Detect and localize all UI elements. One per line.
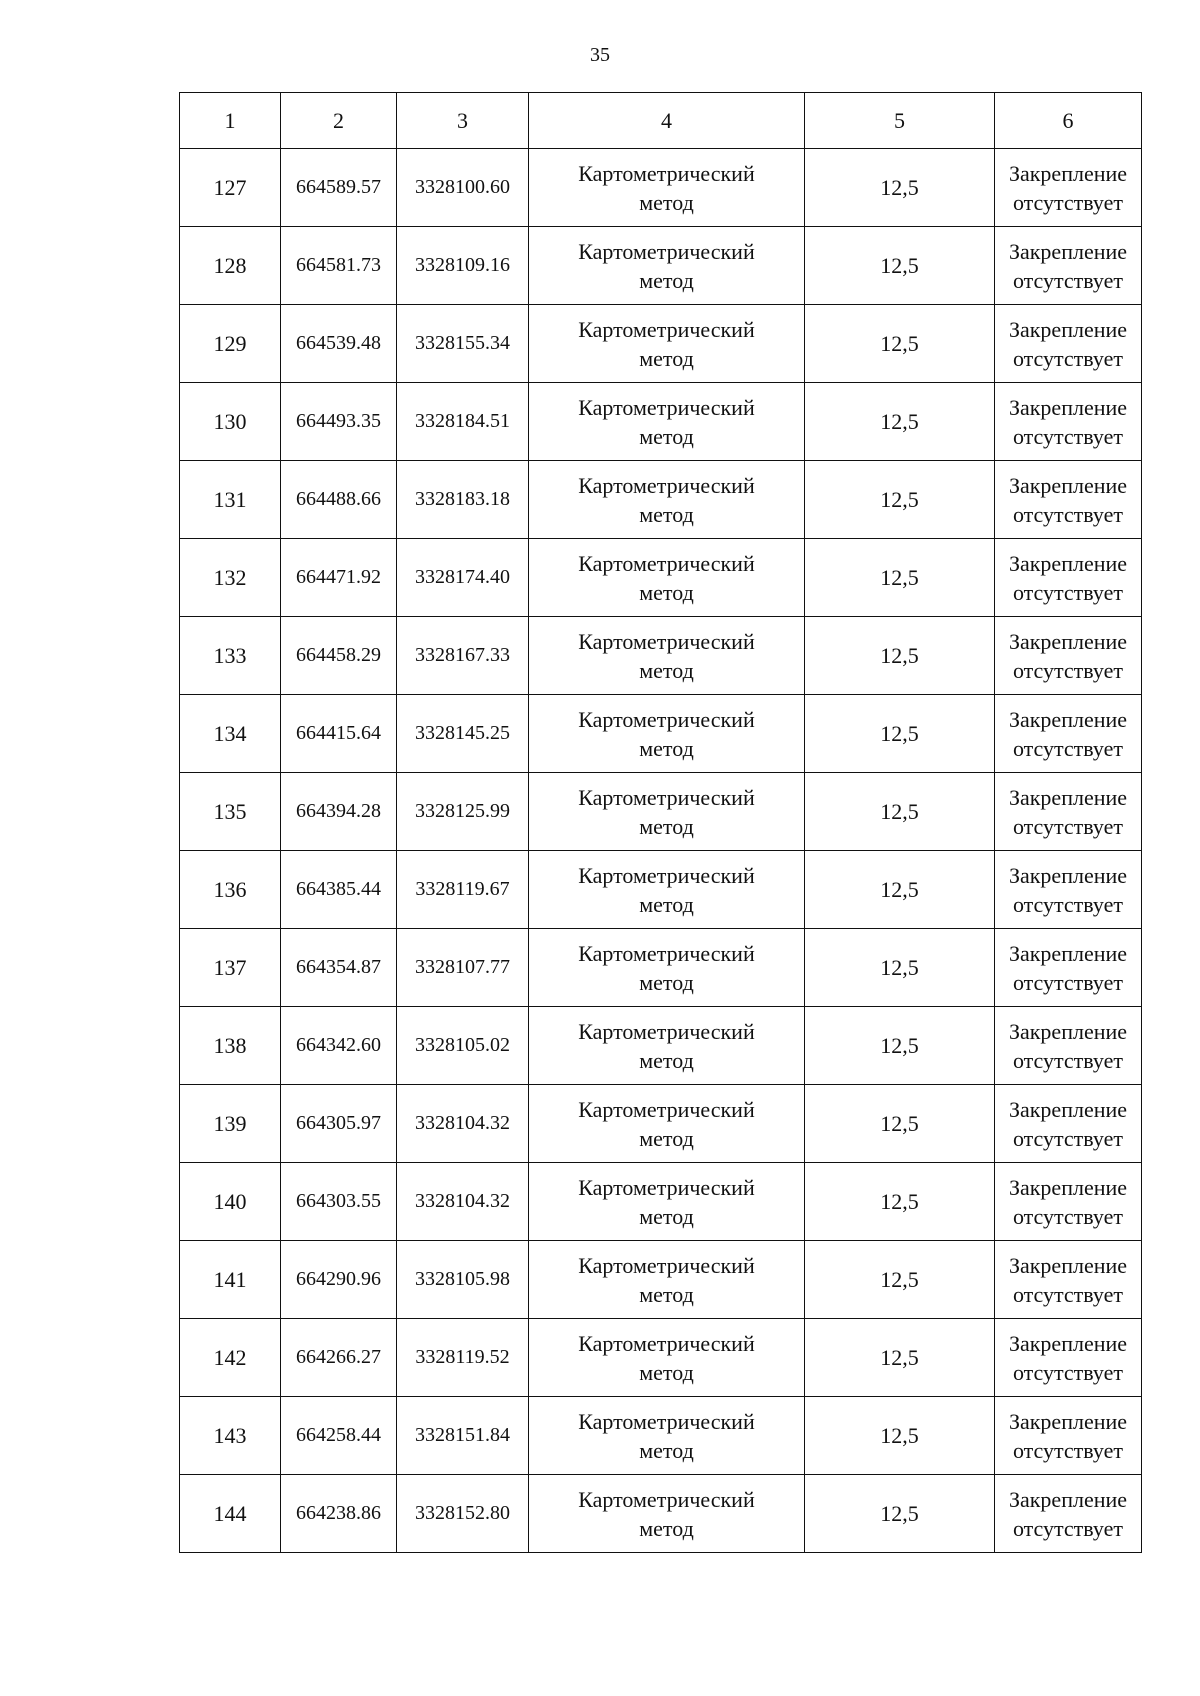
y-coordinate-cell: 3328151.84	[397, 1397, 529, 1475]
fixing-line-1: Закрепление	[1008, 550, 1128, 576]
method-line-2: метод	[639, 891, 694, 917]
accuracy-cell: 12,5	[805, 929, 995, 1007]
method-line-1: Картометрический	[578, 1018, 755, 1044]
coordinates-table	[179, 92, 1142, 1553]
fixing-cell	[995, 929, 1142, 1007]
table-row	[180, 1475, 1142, 1553]
method-line-2: метод	[639, 735, 694, 761]
fixing-line-1: Закрепление	[1008, 1408, 1128, 1434]
point-number-cell: 129	[180, 305, 281, 383]
accuracy-cell: 12,5	[805, 1397, 995, 1475]
fixing-cell	[995, 539, 1142, 617]
point-number-cell: 144	[180, 1475, 281, 1553]
table-row	[180, 383, 1142, 461]
table-row	[180, 773, 1142, 851]
fixing-line-1: Закрепление	[1008, 940, 1128, 966]
method-line-1: Картометрический	[578, 1096, 755, 1122]
fixing-line-1: Закрепление	[1008, 1486, 1128, 1512]
method-line-1: Картометрический	[578, 1330, 755, 1356]
x-coordinate-cell: 664394.28	[281, 773, 397, 851]
fixing-cell	[995, 383, 1142, 461]
accuracy-cell: 12,5	[805, 1319, 995, 1397]
method-line-2: метод	[639, 1281, 694, 1307]
y-coordinate-cell: 3328100.60	[397, 149, 529, 227]
fixing-line-1: Закрепление	[1008, 862, 1128, 888]
table-row	[180, 1085, 1142, 1163]
fixing-cell	[995, 1475, 1142, 1553]
y-coordinate-cell: 3328119.52	[397, 1319, 529, 1397]
table-row	[180, 929, 1142, 1007]
table-row	[180, 1163, 1142, 1241]
fixing-line-1: Закрепление	[1008, 628, 1128, 654]
point-number-cell: 130	[180, 383, 281, 461]
fixing-line-1: Закрепление	[1008, 394, 1128, 420]
method-cell	[529, 695, 805, 773]
fixing-line-2: отсутствует	[1012, 1125, 1124, 1151]
x-coordinate-cell: 664258.44	[281, 1397, 397, 1475]
point-number-cell: 143	[180, 1397, 281, 1475]
table-row	[180, 1007, 1142, 1085]
point-number-cell: 140	[180, 1163, 281, 1241]
accuracy-cell: 12,5	[805, 1241, 995, 1319]
fixing-line-1: Закрепление	[1008, 1096, 1128, 1122]
method-line-2: метод	[639, 345, 694, 371]
method-line-1: Картометрический	[578, 394, 755, 420]
fixing-cell	[995, 1241, 1142, 1319]
method-line-2: метод	[639, 1359, 694, 1385]
y-coordinate-cell: 3328104.32	[397, 1163, 529, 1241]
fixing-cell	[995, 1007, 1142, 1085]
accuracy-cell: 12,5	[805, 1163, 995, 1241]
x-coordinate-cell: 664589.57	[281, 149, 397, 227]
fixing-line-1: Закрепление	[1008, 1330, 1128, 1356]
fixing-line-1: Закрепление	[1008, 238, 1128, 264]
x-coordinate-cell: 664581.73	[281, 227, 397, 305]
method-line-2: метод	[639, 189, 694, 215]
header-row	[180, 93, 1142, 149]
table-row	[180, 539, 1142, 617]
fixing-line-2: отсутствует	[1012, 1359, 1124, 1385]
point-number-cell: 137	[180, 929, 281, 1007]
y-coordinate-cell: 3328155.34	[397, 305, 529, 383]
method-line-2: метод	[639, 1047, 694, 1073]
fixing-cell	[995, 1163, 1142, 1241]
fixing-line-2: отсутствует	[1012, 1047, 1124, 1073]
point-number-cell: 142	[180, 1319, 281, 1397]
y-coordinate-cell: 3328167.33	[397, 617, 529, 695]
method-line-1: Картометрический	[578, 862, 755, 888]
fixing-line-2: отсутствует	[1012, 891, 1124, 917]
fixing-cell	[995, 851, 1142, 929]
method-line-2: метод	[639, 579, 694, 605]
method-line-1: Картометрический	[578, 1174, 755, 1200]
x-coordinate-cell: 664415.64	[281, 695, 397, 773]
y-coordinate-cell: 3328145.25	[397, 695, 529, 773]
fixing-line-2: отсутствует	[1012, 1515, 1124, 1541]
x-coordinate-cell: 664342.60	[281, 1007, 397, 1085]
fixing-line-2: отсутствует	[1012, 345, 1124, 371]
table-row	[180, 1241, 1142, 1319]
method-line-2: метод	[639, 969, 694, 995]
fixing-line-1: Закрепление	[1008, 160, 1128, 186]
method-line-1: Картометрический	[578, 316, 755, 342]
x-coordinate-cell: 664238.86	[281, 1475, 397, 1553]
fixing-cell	[995, 617, 1142, 695]
point-number-cell: 138	[180, 1007, 281, 1085]
accuracy-cell: 12,5	[805, 1085, 995, 1163]
table-row	[180, 695, 1142, 773]
method-cell	[529, 305, 805, 383]
point-number-cell: 141	[180, 1241, 281, 1319]
method-cell	[529, 227, 805, 305]
method-cell	[529, 539, 805, 617]
method-line-1: Картометрический	[578, 1486, 755, 1512]
method-line-2: метод	[639, 813, 694, 839]
accuracy-cell: 12,5	[805, 383, 995, 461]
fixing-cell	[995, 227, 1142, 305]
accuracy-cell: 12,5	[805, 1007, 995, 1085]
accuracy-cell: 12,5	[805, 305, 995, 383]
fixing-line-2: отсутствует	[1012, 813, 1124, 839]
fixing-line-1: Закрепление	[1008, 472, 1128, 498]
y-coordinate-cell: 3328119.67	[397, 851, 529, 929]
fixing-line-2: отсутствует	[1012, 579, 1124, 605]
method-line-1: Картометрический	[578, 628, 755, 654]
accuracy-cell: 12,5	[805, 773, 995, 851]
accuracy-cell: 12,5	[805, 851, 995, 929]
fixing-line-1: Закрепление	[1008, 706, 1128, 732]
column-header-1: 1	[180, 93, 281, 149]
method-line-2: метод	[639, 1203, 694, 1229]
x-coordinate-cell: 664266.27	[281, 1319, 397, 1397]
table-row	[180, 851, 1142, 929]
fixing-cell	[995, 461, 1142, 539]
table-row	[180, 1319, 1142, 1397]
y-coordinate-cell: 3328152.80	[397, 1475, 529, 1553]
fixing-line-2: отсутствует	[1012, 267, 1124, 293]
method-cell	[529, 1241, 805, 1319]
table-row	[180, 149, 1142, 227]
method-cell	[529, 1475, 805, 1553]
fixing-line-1: Закрепление	[1008, 784, 1128, 810]
x-coordinate-cell: 664290.96	[281, 1241, 397, 1319]
table-row	[180, 227, 1142, 305]
column-header-3: 3	[397, 93, 529, 149]
method-line-2: метод	[639, 501, 694, 527]
x-coordinate-cell: 664471.92	[281, 539, 397, 617]
method-cell	[529, 773, 805, 851]
fixing-line-1: Закрепление	[1008, 1018, 1128, 1044]
point-number-cell: 134	[180, 695, 281, 773]
method-line-1: Картометрический	[578, 1408, 755, 1434]
x-coordinate-cell: 664458.29	[281, 617, 397, 695]
method-line-1: Картометрический	[578, 706, 755, 732]
method-cell	[529, 461, 805, 539]
method-line-1: Картометрический	[578, 940, 755, 966]
accuracy-cell: 12,5	[805, 461, 995, 539]
fixing-line-2: отсутствует	[1012, 1437, 1124, 1463]
fixing-line-1: Закрепление	[1008, 1252, 1128, 1278]
y-coordinate-cell: 3328183.18	[397, 461, 529, 539]
fixing-line-2: отсутствует	[1012, 501, 1124, 527]
x-coordinate-cell: 664305.97	[281, 1085, 397, 1163]
method-line-2: метод	[639, 1125, 694, 1151]
fixing-line-2: отсутствует	[1012, 657, 1124, 683]
point-number-cell: 139	[180, 1085, 281, 1163]
point-number-cell: 127	[180, 149, 281, 227]
y-coordinate-cell: 3328105.02	[397, 1007, 529, 1085]
table-row	[180, 305, 1142, 383]
fixing-cell	[995, 305, 1142, 383]
fixing-cell	[995, 773, 1142, 851]
fixing-line-2: отсутствует	[1012, 1203, 1124, 1229]
column-header-6: 6	[995, 93, 1142, 149]
y-coordinate-cell: 3328105.98	[397, 1241, 529, 1319]
accuracy-cell: 12,5	[805, 539, 995, 617]
method-cell	[529, 383, 805, 461]
y-coordinate-cell: 3328107.77	[397, 929, 529, 1007]
accuracy-cell: 12,5	[805, 1475, 995, 1553]
method-line-2: метод	[639, 1437, 694, 1463]
fixing-line-2: отсутствует	[1012, 1281, 1124, 1307]
table-row	[180, 617, 1142, 695]
point-number-cell: 133	[180, 617, 281, 695]
fixing-line-2: отсутствует	[1012, 969, 1124, 995]
x-coordinate-cell: 664303.55	[281, 1163, 397, 1241]
fixing-line-2: отсутствует	[1012, 735, 1124, 761]
y-coordinate-cell: 3328104.32	[397, 1085, 529, 1163]
y-coordinate-cell: 3328184.51	[397, 383, 529, 461]
x-coordinate-cell: 664493.35	[281, 383, 397, 461]
table-row	[180, 461, 1142, 539]
point-number-cell: 135	[180, 773, 281, 851]
y-coordinate-cell: 3328109.16	[397, 227, 529, 305]
page-number: 35	[590, 44, 610, 66]
fixing-line-2: отсутствует	[1012, 423, 1124, 449]
method-line-1: Картометрический	[578, 1252, 755, 1278]
method-cell	[529, 1007, 805, 1085]
table-header	[180, 93, 1142, 149]
method-line-2: метод	[639, 267, 694, 293]
fixing-line-1: Закрепление	[1008, 316, 1128, 342]
y-coordinate-cell: 3328125.99	[397, 773, 529, 851]
fixing-line-1: Закрепление	[1008, 1174, 1128, 1200]
method-cell	[529, 1319, 805, 1397]
method-line-1: Картометрический	[578, 238, 755, 264]
point-number-cell: 132	[180, 539, 281, 617]
accuracy-cell: 12,5	[805, 617, 995, 695]
column-header-5: 5	[805, 93, 995, 149]
point-number-cell: 128	[180, 227, 281, 305]
accuracy-cell: 12,5	[805, 227, 995, 305]
method-cell	[529, 1397, 805, 1475]
point-number-cell: 136	[180, 851, 281, 929]
table-body	[180, 149, 1142, 1553]
fixing-cell	[995, 149, 1142, 227]
x-coordinate-cell: 664385.44	[281, 851, 397, 929]
fixing-cell	[995, 1085, 1142, 1163]
column-header-2: 2	[281, 93, 397, 149]
method-line-1: Картометрический	[578, 550, 755, 576]
method-line-2: метод	[639, 423, 694, 449]
accuracy-cell: 12,5	[805, 695, 995, 773]
method-cell	[529, 1163, 805, 1241]
x-coordinate-cell: 664354.87	[281, 929, 397, 1007]
fixing-cell	[995, 1397, 1142, 1475]
fixing-cell	[995, 1319, 1142, 1397]
method-line-2: метод	[639, 1515, 694, 1541]
x-coordinate-cell: 664488.66	[281, 461, 397, 539]
method-cell	[529, 929, 805, 1007]
fixing-cell	[995, 695, 1142, 773]
table-row	[180, 1397, 1142, 1475]
fixing-line-2: отсутствует	[1012, 189, 1124, 215]
accuracy-cell: 12,5	[805, 149, 995, 227]
method-line-1: Картометрический	[578, 784, 755, 810]
method-line-2: метод	[639, 657, 694, 683]
x-coordinate-cell: 664539.48	[281, 305, 397, 383]
method-cell	[529, 149, 805, 227]
method-cell	[529, 1085, 805, 1163]
method-line-1: Картометрический	[578, 472, 755, 498]
method-cell	[529, 851, 805, 929]
y-coordinate-cell: 3328174.40	[397, 539, 529, 617]
method-cell	[529, 617, 805, 695]
column-header-4: 4	[529, 93, 805, 149]
point-number-cell: 131	[180, 461, 281, 539]
method-line-1: Картометрический	[578, 160, 755, 186]
